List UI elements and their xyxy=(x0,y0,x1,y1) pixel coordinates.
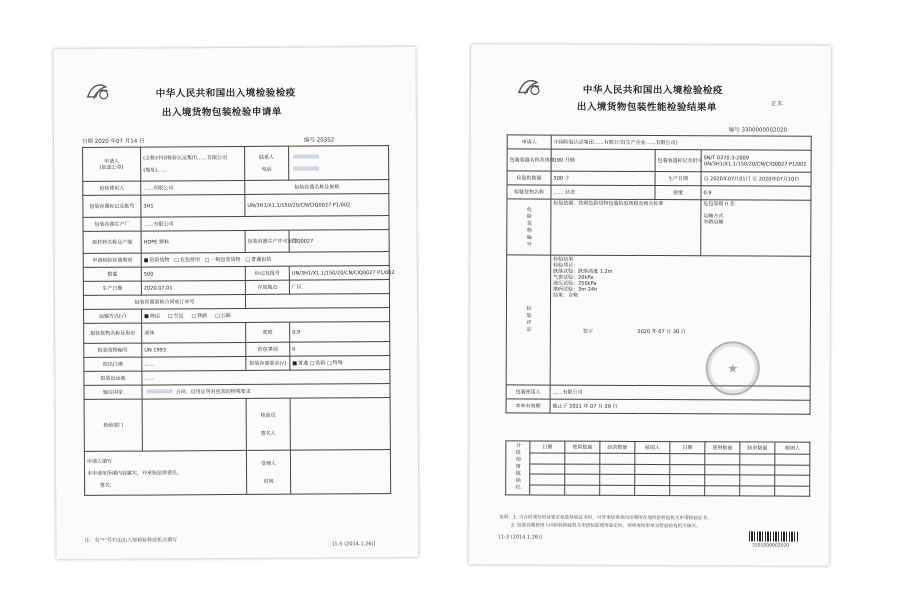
inspection-dept-value xyxy=(142,398,246,451)
r-prod-date-value: 自 2020年07月01日 至 2020年07月10日 xyxy=(701,172,811,186)
contact-label: 联系人 电话 xyxy=(245,146,289,180)
category-option-1[interactable]: ■ 危险货物 xyxy=(144,257,170,263)
transport-option-air[interactable]: □ 空运 xyxy=(168,313,184,319)
mark-label: 标记及批号 xyxy=(245,266,289,280)
category-option-4[interactable]: □ 普通包装 xyxy=(245,256,271,262)
packaging-user-label: 包装使用人 xyxy=(83,181,141,195)
usage-header-3: 结余数量 xyxy=(600,441,635,454)
usage-header-1: 日期 xyxy=(530,441,565,454)
prod-date-value: 2020.07.01 xyxy=(141,280,245,295)
contract-label: 包装容器商检合同或订单号 xyxy=(83,294,245,309)
r-result-line-1: 检验项目： xyxy=(553,262,579,269)
r-note-line2: 2. 包装容器使用人向检验检疫机关申请包装使用鉴定时，须将本结果单交检验检疫机关核实。 xyxy=(511,523,701,530)
r-goods-value: …… 状态 xyxy=(551,185,655,199)
maker-value: ……有限公司 xyxy=(141,216,389,232)
container-name-value: 3H1 xyxy=(141,194,245,217)
application-form-page xyxy=(53,47,418,559)
r-user-label: 包装使用人 xyxy=(506,385,550,399)
transport-option-road[interactable]: □ 公路 xyxy=(215,313,231,319)
result-title-line1: 中华人民共和国出入境检验检疫 xyxy=(582,84,723,97)
transport-options xyxy=(142,308,390,324)
r-qty-label: 检验批数量 xyxy=(507,171,551,185)
r-container-mark-label: 包装容器标记及批号 xyxy=(655,150,701,172)
usage-header-7: 结余数量 xyxy=(740,442,775,455)
r-prod-date-label: 生产日期 xyxy=(655,172,701,186)
r-result-label: 检验评定 xyxy=(506,255,551,385)
container-mark-value: UN/3H1/X1.1/150/20/CN/CIQ0027 P1/002 xyxy=(245,194,389,217)
copy-label: 正本 xyxy=(770,100,783,108)
goods-code-label: 拟装货物编号 xyxy=(84,343,142,357)
r-applicant-value: 中国检验认证集团……有限公司(生产企业……有限公司) xyxy=(551,135,811,150)
goods-class-value: II xyxy=(290,342,390,357)
category-label: 申请检验容器类别 xyxy=(83,253,141,267)
export-port-value: …… xyxy=(142,356,246,371)
usage-header-2: 使用数量 xyxy=(565,441,600,454)
r-density-value: 0.9 xyxy=(701,186,811,200)
goods-class-label: 危包类别 xyxy=(246,342,290,356)
transport-option-sea[interactable]: ■ 海运 xyxy=(144,313,160,319)
usage-header-6: 使用数量 xyxy=(705,442,740,455)
application-table xyxy=(82,145,395,496)
applicant-label: 申请人 (加盖公章) xyxy=(83,147,141,181)
number-field: 编号 3300000002020 xyxy=(728,127,788,134)
r-container-mark-value: SN/T 0370.3-2009 UN/3H1/X1.1/150/20/CN/CIQ0027 P1/002 xyxy=(701,150,811,172)
tech-req-label: 合同、信用证等对包装的特殊要求 xyxy=(175,388,251,395)
form-title-line2: 出入境货物包装检验申请单 xyxy=(161,106,282,119)
quantity-value: 500 xyxy=(141,266,245,281)
receive-time-value xyxy=(290,450,390,495)
date-field: 日期 2020 年07 月14 日 xyxy=(81,138,145,145)
goods-name-value: 液体 xyxy=(142,322,246,343)
r-result-line-4: 液压试验：250kPa xyxy=(553,280,597,287)
r-exam-label: 危险货物编号 xyxy=(507,199,551,255)
result-title-line2: 出入境货物包装性能检验结果单 xyxy=(576,101,717,114)
contact-value xyxy=(289,146,389,181)
raw-material-label: 原材料名称及产地 xyxy=(83,231,141,253)
usage-row xyxy=(506,484,810,496)
usage-header-5: 日期 xyxy=(670,442,705,455)
country-label: 输往国家 xyxy=(84,385,142,399)
maker-label: 包装容器生产厂 xyxy=(83,217,141,231)
serial-field: 编号 20352 xyxy=(303,137,335,144)
ciq-emblem-right xyxy=(515,74,543,98)
inspection-seal xyxy=(706,341,760,395)
dest-value: …… xyxy=(142,370,390,386)
ciq-emblem xyxy=(84,79,112,103)
r-qty-value: 500 个 xyxy=(551,171,655,185)
category-option-2[interactable]: □ 危包使用 xyxy=(174,257,200,263)
license-value: CIQ0027 xyxy=(289,230,389,253)
packaging-user-value: ……有限公司 xyxy=(141,180,245,195)
usage-label: 分批使用核销栏 xyxy=(506,441,530,495)
density-value: 0.9 xyxy=(290,322,390,343)
r-result-line-2: 跌落试验：跌落高度 1.2m xyxy=(553,268,613,275)
packing-option-1[interactable]: ■ 普通 xyxy=(292,360,308,366)
usage-header-4: 核销人 xyxy=(635,441,670,454)
goods-name-label: 拟装货物名称及形态 xyxy=(84,323,142,343)
r-signature: 签字 2020 年 07 月 30 日 xyxy=(582,328,686,336)
r-result-line-3: 气密试验：20kPa xyxy=(553,274,594,281)
r-result-line-6: 结果：合格 xyxy=(553,292,579,299)
contract-value xyxy=(245,294,389,309)
packing-req-label: 拟装容器要求(√) xyxy=(246,356,290,370)
tech-req xyxy=(142,384,390,400)
r-user-value: ……有限公司 xyxy=(550,385,810,400)
storage-value: 厂区 xyxy=(289,280,389,295)
r-result-line-5: 堆码试验：3m 24h xyxy=(553,286,598,293)
result-table xyxy=(506,134,812,414)
category-options xyxy=(141,252,389,268)
r-note-line1: 说明：1. 当合同或信用证要求包装检验证书时，可凭本结果单向出境所在地检验检疫机关申请检验证书。 xyxy=(499,515,712,522)
raw-material-value: HDPE 塑料 xyxy=(141,230,245,253)
applicant-statement: 申请人填写 本申请单所填内容属实，并承担法律责任。 签名: xyxy=(84,450,246,495)
r-result-title: 检验结果 xyxy=(553,256,574,263)
export-port-label: 拟出口港 xyxy=(84,357,142,371)
packing-option-3[interactable]: □ 特殊 xyxy=(327,360,343,366)
prod-date-label: 生产日期 xyxy=(83,281,141,295)
goods-code-value: UN 1993 xyxy=(142,342,246,357)
quantity-label: 数量 xyxy=(83,267,141,281)
r-applicant-label: 申请人 xyxy=(507,135,551,149)
inspection-dept-label: 检验部门 xyxy=(84,399,142,451)
r-exam-content: 检验依据：按照危险货物包装检验规程及相关标准 xyxy=(551,199,701,256)
license-label: 包装容器生产许可证号 xyxy=(245,230,289,252)
receive-time-label: 受理人 时间 xyxy=(246,450,290,494)
container-mark-label: 包装容器标记及批号 xyxy=(83,195,141,217)
container-name-label: 包装容器名称及规格 xyxy=(245,180,389,195)
r-container-name-label: 包装容器名称及规格 xyxy=(507,149,551,171)
packing-options xyxy=(290,356,390,371)
usage-header-8: 核销人 xyxy=(775,442,810,455)
usage-table xyxy=(505,440,810,496)
r-footer-code: [1-3 (2014.1.26)] xyxy=(498,534,543,541)
r-density-label: 密度 xyxy=(655,186,701,200)
form-title-line1: 中华人民共和国出入境检验检疫 xyxy=(155,87,296,100)
r-valid-value: 截止于 2021 年 07 月 29 日 xyxy=(550,399,810,414)
result-form-page xyxy=(469,44,831,566)
transport-option-rail[interactable]: □ 铁路 xyxy=(191,313,207,319)
left-footer-code: [1-5 (2014.1.26)] xyxy=(332,541,376,548)
dest-label: 拟装出运地 xyxy=(84,371,142,385)
signer-value xyxy=(290,398,390,451)
packing-option-2[interactable]: □ 危险 xyxy=(310,360,326,366)
r-container-name-value: 190 升桶 xyxy=(551,149,655,171)
r-result-content xyxy=(550,255,811,386)
r-class-value: 危包等级 II 类 运输方式 水路运输 xyxy=(701,200,811,256)
barcode xyxy=(749,531,799,541)
signer-label: 检验员 签名人 xyxy=(246,398,290,450)
mark-value: UN/3H1/X1.1/150/20/CN/CIQ0027 P1/002 xyxy=(289,266,389,281)
r-valid-label: 本单有效期 xyxy=(506,399,550,413)
category-option-3[interactable]: □ 一般包装货物 xyxy=(205,256,241,262)
left-footer-note: 注：有“*”号栏由出入境检验检疫机关填写 xyxy=(84,537,178,544)
r-goods-label: 拟装货物名称 xyxy=(507,185,551,199)
storage-label: 存放地点 xyxy=(245,280,289,294)
barcode-number: 3301000002020 xyxy=(751,543,790,549)
transport-label: 运输方式(√) xyxy=(84,309,142,323)
density-label: 密度 xyxy=(246,322,290,342)
applicant-value: (全称)中国检验认证集团……有限公司 (地址)…… xyxy=(141,146,245,181)
